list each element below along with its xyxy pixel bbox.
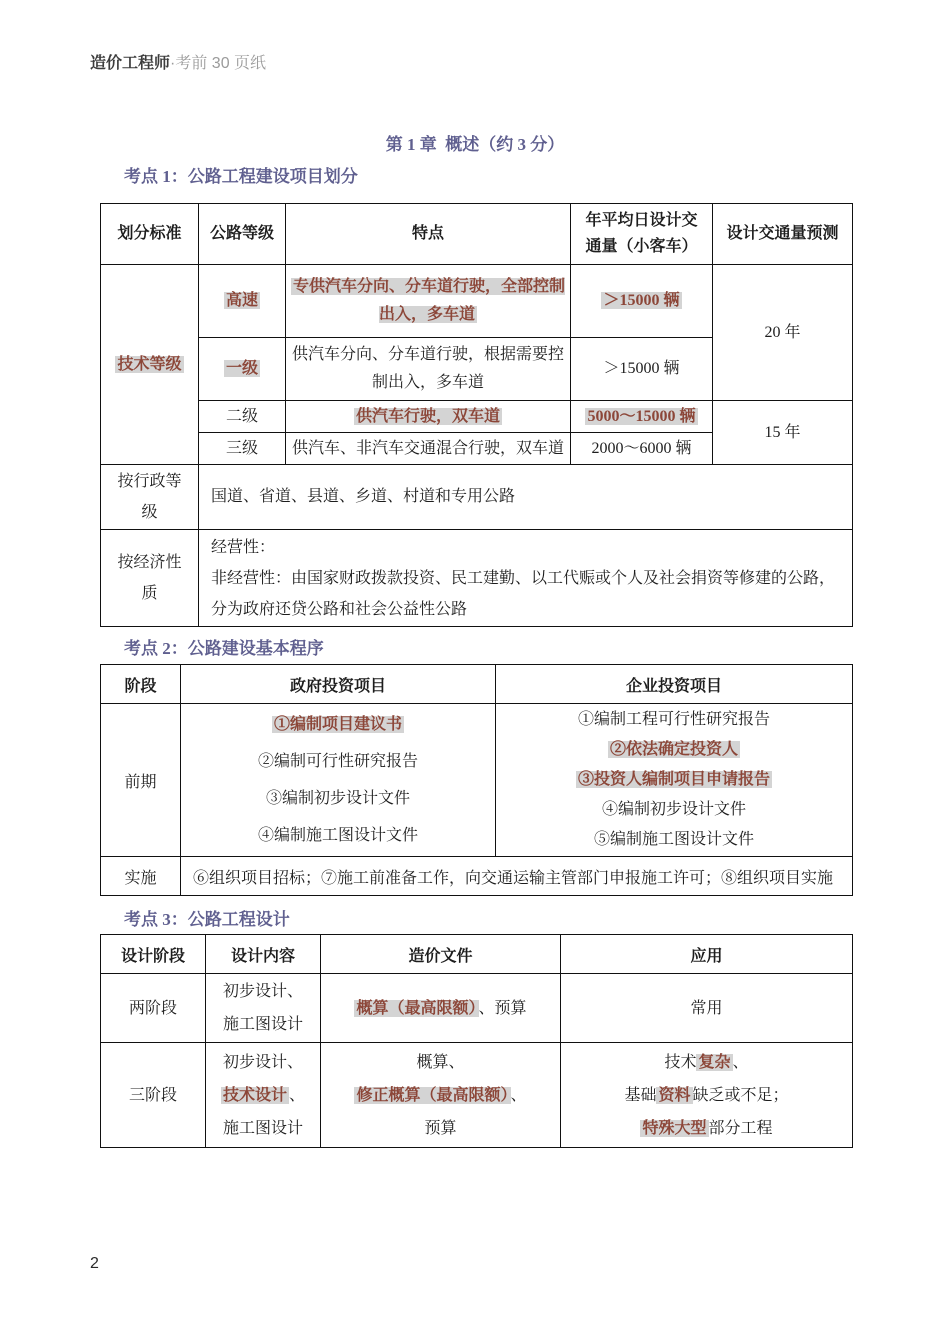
ent-item-2: [500, 735, 848, 765]
two-stage-content-line-1: 初步设计、: [222, 983, 303, 1000]
cell-traffic-grade-2: [571, 401, 713, 433]
gov-item-1-highlight: ①编制项目建议书: [273, 716, 402, 733]
tech-grade-highlight: 技术等级: [117, 355, 182, 373]
col-header-stage: 阶段: [101, 665, 181, 704]
three-stage-content-highlight: 技术设计: [222, 1086, 287, 1104]
col-header-application: 应用: [561, 935, 853, 974]
app-line-2-rest: 缺乏或不足；: [692, 1086, 789, 1104]
grade-1-highlight: 一级: [225, 360, 258, 377]
cell-ent-items: [496, 704, 853, 857]
three-stage-cost-rest: 、: [510, 1086, 527, 1104]
table-highway-design: [100, 934, 853, 1148]
traffic-grade-2-highlight: 5000～15000 辆: [587, 407, 696, 425]
cell-gov-items: [181, 704, 496, 857]
cell-feature-expressway: [286, 265, 571, 338]
cell-economic-label: [101, 530, 199, 627]
table-row: [101, 465, 853, 530]
table-row: [101, 530, 853, 627]
keypoint-2-heading: 考点 2：公路建设基本程序: [124, 639, 324, 658]
feature-expressway-highlight: 专供汽车分向、分车道行驶，全部控制出入，多车道: [292, 278, 565, 323]
app-line-2-highlight: 资料: [658, 1086, 691, 1104]
traffic-expressway-highlight: ＞15000 辆: [603, 292, 680, 309]
cell-grade-3: 三级: [199, 433, 286, 465]
grade-expressway-highlight: 高速: [225, 292, 258, 309]
col-header-feature: 特点: [286, 204, 571, 265]
cell-admin-content: 国道、省道、县道、乡道、村道和专用公路: [199, 465, 853, 530]
col-header-ent: 企业投资项目: [496, 665, 853, 704]
cell-two-stage-app: 常用: [561, 974, 853, 1043]
ent-item-3-highlight: ③投资人编制项目申请报告: [577, 771, 770, 788]
three-stage-cost-line-2: [325, 1079, 556, 1112]
doc-header-suffix: ·考前 30 页纸: [170, 55, 267, 72]
cell-two-stage-cost: [321, 974, 561, 1043]
col-header-traffic-text: 年平均日设计交通量（小客车）: [585, 212, 698, 255]
col-header-traffic: [571, 204, 713, 265]
col-header-design-content: 设计内容: [206, 935, 321, 974]
cell-grade-1: [199, 338, 286, 401]
app-line-1-highlight: 复杂: [698, 1053, 731, 1071]
keypoint-3-heading: 考点 3：公路工程设计: [124, 910, 290, 929]
economic-line-1: 经营性：: [211, 538, 276, 556]
table-construction-procedure: [100, 664, 853, 896]
gov-item-3: ③编制初步设计文件: [265, 790, 410, 807]
table-row: [101, 704, 853, 857]
economic-line-2: 非经营性：由国家财政拨款投资、民工建勤、以工代赈或个人及社会捐资等修建的公路，分为政府还贷公路和社会公益性公路: [211, 569, 836, 618]
cell-traffic-grade-1: ＞15000 辆: [571, 338, 713, 401]
cell-three-stage-cost: [321, 1043, 561, 1148]
cell-grade-2: 二级: [199, 401, 286, 433]
three-stage-content-line-3: 施工图设计: [222, 1119, 303, 1137]
table-row: [101, 665, 853, 704]
three-stage-content-line-1: 初步设计、: [222, 1053, 303, 1071]
feature-grade-2-highlight: 供汽车行驶，双车道: [355, 407, 500, 425]
chapter-title: 第 1 章 概述（约 3 分）: [385, 135, 565, 154]
cell-three-stage-label: 三阶段: [101, 1043, 206, 1148]
cell-stage-implement: 实施: [101, 857, 181, 896]
cell-feature-grade-2: [286, 401, 571, 433]
col-header-gov: 政府投资项目: [181, 665, 496, 704]
cell-economic-content: [199, 530, 853, 627]
cell-three-stage-content: [206, 1043, 321, 1148]
cell-three-stage-app: [561, 1043, 853, 1148]
cell-admin-label: [101, 465, 199, 530]
cell-forecast-20y: 20 年: [713, 265, 853, 401]
three-stage-cost-highlight: 修正概算（最高限额）: [356, 1086, 509, 1104]
three-stage-cost-line-3: 预算: [424, 1119, 457, 1137]
gov-item-1: [185, 706, 491, 743]
table-row: [101, 974, 853, 1043]
col-header-criteria: 划分标准: [101, 204, 199, 265]
three-stage-app-line-3: [565, 1112, 848, 1145]
doc-header: [90, 50, 266, 73]
admin-label-text: 按行政等级: [117, 473, 182, 521]
cell-traffic-expressway: [571, 265, 713, 338]
col-header-cost-docs: 造价文件: [321, 935, 561, 974]
cell-feature-grade-1: 供汽车分向、分车道行驶，根据需要控制出入，多车道: [286, 338, 571, 401]
ent-item-5: ⑤编制施工图设计文件: [593, 831, 754, 848]
app-line-2-pre: 基础: [624, 1086, 657, 1104]
ent-item-1: ①编制工程可行性研究报告: [577, 711, 770, 728]
app-line-3-rest: 部分工程: [708, 1119, 773, 1137]
table-row: [101, 935, 853, 974]
two-stage-cost-highlight: 概算（最高限额）: [356, 999, 477, 1017]
table-row: [101, 857, 853, 896]
cell-forecast-15y: 15 年: [713, 401, 853, 465]
doc-header-brand: 造价工程师: [90, 55, 171, 72]
three-stage-content-rest: 、: [289, 1086, 306, 1104]
two-stage-cost-rest: 、预算: [478, 999, 527, 1017]
col-header-design-stage: 设计阶段: [101, 935, 206, 974]
table-row: [101, 401, 853, 433]
col-header-forecast: 设计交通量预测: [713, 204, 853, 265]
app-line-1-rest: 、: [732, 1053, 749, 1071]
three-stage-cost-line-1: 概算、: [416, 1053, 465, 1071]
cell-two-stage-label: 两阶段: [101, 974, 206, 1043]
cell-feature-grade-3: 供汽车、非汽车交通混合行驶，双车道: [286, 433, 571, 465]
cell-grade-expressway: [199, 265, 286, 338]
app-line-1-pre: 技术: [664, 1053, 697, 1071]
page-number: 2: [90, 1255, 99, 1272]
col-header-grade: 公路等级: [199, 204, 286, 265]
three-stage-app-line-2: [565, 1079, 848, 1112]
ent-item-3: [500, 765, 848, 795]
table-row: [101, 1043, 853, 1148]
two-stage-content-line-2: 施工图设计: [222, 1016, 303, 1033]
table-row: [101, 265, 853, 338]
cell-traffic-grade-3: 2000～6000 辆: [571, 433, 713, 465]
app-line-3-highlight: 特殊大型: [642, 1119, 707, 1137]
three-stage-app-line-1: [565, 1046, 848, 1079]
three-stage-content-line-2: [210, 1079, 316, 1112]
keypoint-1-heading: 考点 1：公路工程建设项目划分: [124, 167, 358, 186]
cell-tech-grade: [101, 265, 199, 465]
gov-item-4: ④编制施工图设计文件: [257, 827, 418, 844]
table-project-classification: [100, 203, 853, 627]
economic-label-text: 按经济性质: [117, 554, 182, 602]
gov-item-2: ②编制可行性研究报告: [257, 753, 418, 770]
ent-item-2-highlight: ②依法确定投资人: [609, 741, 738, 758]
ent-item-4: ④编制初步设计文件: [601, 801, 746, 818]
table-row: [101, 204, 853, 265]
cell-implement-content: ⑥组织项目招标；⑦施工前准备工作，向交通运输主管部门申报施工许可；⑧组织项目实施: [181, 857, 853, 896]
cell-stage-early: 前期: [101, 704, 181, 857]
cell-two-stage-content: [206, 974, 321, 1043]
